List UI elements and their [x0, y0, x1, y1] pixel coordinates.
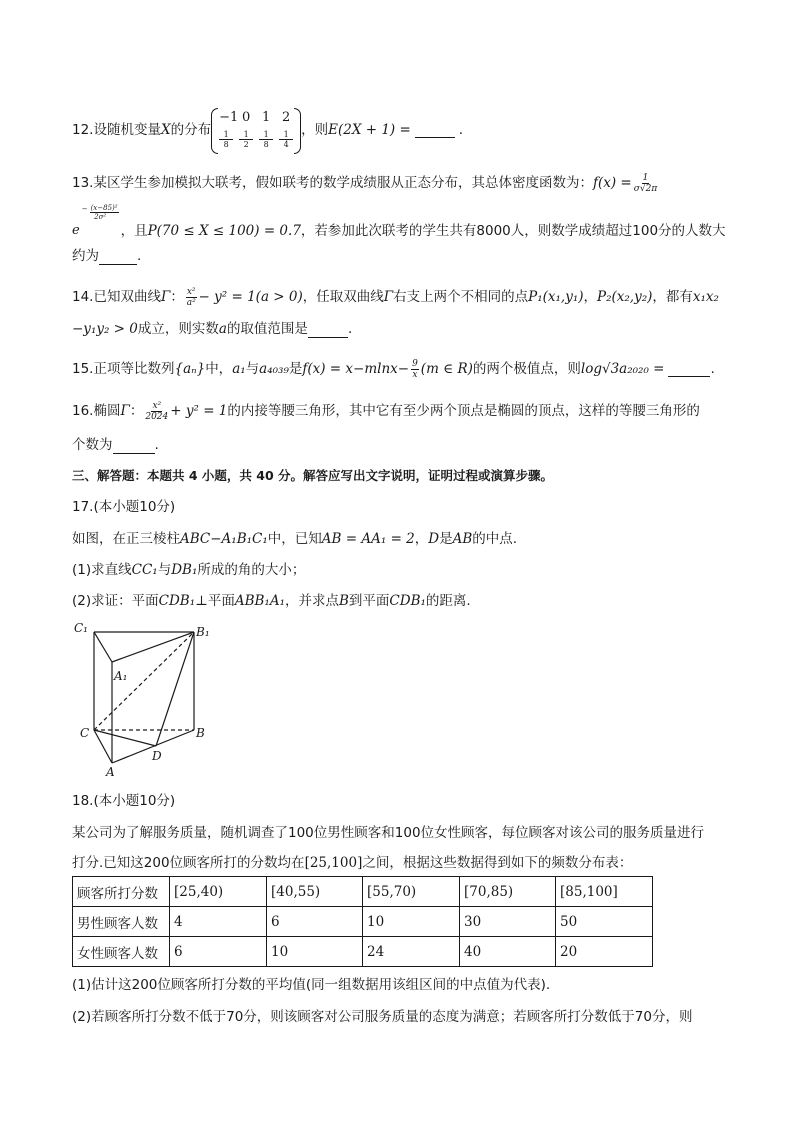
table-cell: 4: [170, 907, 267, 937]
q17-perp: ⊥: [195, 593, 208, 609]
q12-var: X: [160, 122, 171, 138]
q18-line-2: [72, 854, 632, 872]
q17-db1: DB₁: [171, 562, 198, 578]
q13-text: 13.某区学生参加模拟大联考，假如联考的数学成绩服从正态分布，其总体密度函数为：: [72, 175, 593, 191]
table-cell: 24: [363, 937, 460, 967]
q17-text: (2)求证：平面: [72, 593, 159, 609]
table-cell: 女性顾客人数: [73, 937, 170, 967]
label-C: C: [80, 726, 90, 740]
label-B1: B₁: [196, 625, 210, 639]
matrix-value: 0: [241, 110, 251, 125]
q14-text: ，都有: [652, 289, 693, 305]
table-cell: [70,85): [460, 877, 556, 907]
q15-seq: {aₙ}: [174, 361, 206, 377]
label-A: A: [106, 765, 115, 779]
q17-text: ，: [414, 531, 429, 547]
table-cell: 6: [170, 937, 267, 967]
q15-text: 与: [245, 361, 260, 377]
q18-line-1: 某公司为了解服务质量，随机调查了100位男性顾客和100位女性顾客，每位顾客对该公司的服务质量进行: [72, 825, 705, 841]
table-cell: [55,70): [363, 877, 460, 907]
q16-text: 的内接等腰三角形，其中它有至少两个顶点是椭圆的顶点，这样的等腰三角形的: [227, 403, 700, 419]
answer-blank: [113, 439, 155, 454]
frequency-table: [72, 876, 653, 967]
table-cell: [85,100]: [556, 877, 653, 907]
q13-exponent: − (x−85)² 2σ²: [81, 204, 118, 221]
q16-text: 个数为: [72, 437, 113, 453]
section-3-heading: 三、解答题：本题共 4 小题，共 40 分。解答应写出文字说明，证明过程或演算步骤。: [72, 468, 554, 483]
q12-after: ，则: [301, 122, 329, 138]
q13-coefficient: $\frac{1}{\sigma√2\pi}$: [633, 172, 658, 194]
table-cell: 20: [556, 937, 653, 967]
q17-text: 中，已知: [267, 531, 322, 547]
period: .: [710, 361, 715, 377]
q17-text: 的中点.: [472, 531, 518, 547]
matrix-value: −1: [219, 110, 239, 125]
table-cell: 10: [363, 907, 460, 937]
answer-blank: [99, 250, 137, 265]
matrix-prob: 1 4: [279, 130, 293, 149]
q17-stem: [72, 530, 517, 548]
question-13-line-2: [72, 206, 726, 240]
q13-e: e: [72, 223, 80, 238]
q17-text: 是: [439, 531, 453, 547]
q17-text: 如图，在正三棱柱: [72, 531, 180, 547]
q18-text: 之间，根据这些数据得到如下的频数分布表：: [362, 855, 633, 871]
q18-part-2: (2)若顾客所打分数不低于70分，则该顾客对公司服务质量的态度为满意；若顾客所打分数低于70分，则: [72, 1009, 693, 1025]
table-cell: 10: [267, 937, 363, 967]
answer-blank: [308, 323, 348, 338]
table-cell: 顾客所打分数: [73, 877, 170, 907]
question-14-line-2: [72, 320, 352, 338]
q14-text: ，任取双曲线: [302, 289, 384, 305]
distribution-matrix: [211, 110, 301, 150]
matrix-prob: 1 8: [259, 130, 273, 149]
q12-prefix: 12.设随机变量: [72, 122, 161, 138]
q15-a4039: a₄₀₃₉: [259, 361, 289, 377]
q17-cdb1: CDB₁: [389, 593, 426, 609]
q16-colon: ：: [129, 403, 144, 419]
q14-point-2: P₂(x₂,y₂): [597, 289, 653, 305]
q15-function: f(x) = x−mlnx−: [302, 361, 410, 377]
q15-cond: (m ∈ R): [420, 361, 473, 377]
question-14-line-1: 14.已知双曲线 Γ ： $\frac{\text{x²}}{\text{a²}}$ − y² = 1(a > 0) ，任取双曲线 Γ 右支上两个不相同的点 P₁(x₁,y₁) ， P₂(x₂,y₂) ，都有 x₁x₂: [72, 286, 719, 308]
prism-figure: [70, 618, 220, 782]
table-cell: [40,55): [267, 877, 363, 907]
q12-expr: E(2X + 1) =: [328, 122, 411, 138]
q16-gamma: Γ: [120, 403, 130, 419]
q14-colon: ：: [170, 289, 184, 305]
q15-fraction: $\frac{9}{x}$: [412, 358, 418, 380]
table-cell: 50: [556, 907, 653, 937]
table-row: [73, 937, 653, 967]
q13-text: 约为: [72, 248, 99, 264]
q17-eq: AB = AA₁ = 2: [321, 531, 415, 547]
q14-var: a: [218, 321, 227, 337]
q16-fraction: $\frac{\text{x²}}{2024}$: [145, 400, 169, 422]
answer-blank: [415, 123, 455, 138]
q18-title: 18.(本小题10分): [72, 793, 176, 809]
q14-text: 14.已知双曲线: [72, 289, 161, 305]
q14-expr: x₁x₂: [692, 289, 719, 305]
q18-text: 打分.已知这200位顾客所打的分数均在: [72, 855, 305, 871]
q17-part-1: [72, 561, 305, 579]
q14-text: 成立，则实数: [137, 321, 219, 337]
q17-text: 平面: [207, 593, 235, 609]
q15-text: 中，: [205, 361, 233, 377]
q13-text: ，若参加此次联考的学生共有8000人，则数学成绩超过100分的人数大: [300, 223, 726, 239]
q14-gamma: Γ: [160, 289, 171, 305]
q16-text: 16.椭圆: [72, 403, 121, 419]
table-cell: 30: [460, 907, 556, 937]
table-cell: 男性顾客人数: [73, 907, 170, 937]
matrix-value: 1: [261, 110, 271, 125]
q17-title: 17.(本小题10分): [72, 499, 176, 515]
q17-text: 到平面: [348, 593, 390, 609]
q17-cdb1: CDB₁: [158, 593, 196, 609]
answer-blank: [668, 362, 710, 377]
q14-text: 右支上两个不相同的点: [393, 289, 529, 305]
label-B: B: [196, 726, 205, 740]
q18-part-1: (1)估计这200位顾客所打分数的平均值(同一组数据用该组区间的中点值为代表).: [72, 977, 551, 993]
q18-range: [25,100]: [304, 855, 363, 871]
q14-equation: − y² = 1(a > 0): [198, 289, 303, 305]
q14-text: 的取值范围是: [226, 321, 308, 337]
question-16-line-1: [72, 396, 700, 426]
q15-text: 15.正项等比数列: [72, 361, 175, 377]
q17-text: 的距离.: [425, 593, 471, 609]
q13-text: ，且: [120, 223, 148, 239]
q14-point-1: P₁(x₁,y₁): [528, 289, 584, 305]
question-13-line-1: [72, 170, 659, 196]
matrix-prob: 1 8: [219, 130, 233, 149]
q17-ab: AB: [452, 531, 473, 547]
q15-a1: a₁: [232, 361, 246, 377]
table-cell: 6: [267, 907, 363, 937]
matrix-value: 2: [281, 110, 291, 125]
q17-abb1a1: ABB₁A₁: [234, 593, 285, 609]
q17-prism: ABC−A₁B₁C₁: [180, 531, 268, 547]
question-16-line-2: [72, 436, 159, 454]
q15-text: 是: [288, 361, 303, 377]
q17-cc1: CC₁: [131, 562, 158, 578]
period: .: [458, 122, 464, 138]
q14-expr: −y₁y₂ > 0: [72, 321, 138, 337]
q17-text: (1)求直线: [72, 562, 132, 578]
period: .: [347, 321, 353, 337]
q16-equation: + y² = 1: [170, 403, 228, 419]
q13-prob: P(70 ≤ X ≤ 100) = 0.7: [147, 223, 301, 239]
q17-b: B: [339, 593, 349, 609]
q17-text: ，并求点: [285, 593, 339, 609]
q14-fraction: $\frac{\text{x²}}{\text{a²}}$: [186, 286, 196, 308]
q17-text: 与: [157, 562, 172, 578]
table-row: [73, 907, 653, 937]
q13-fx: f(x) =: [592, 175, 632, 191]
table-cell: [25,40): [170, 877, 267, 907]
matrix-prob: 1 2: [239, 130, 253, 149]
label-D: D: [152, 749, 162, 763]
question-12: [72, 110, 463, 150]
q12-mid: 的分布: [170, 122, 212, 138]
period: .: [154, 437, 159, 453]
q17-part-2: [72, 592, 471, 610]
question-13-line-3: [72, 247, 141, 265]
q17-d: D: [428, 531, 440, 547]
table-row: [73, 877, 653, 907]
q15-text: 的两个极值点，则: [472, 361, 581, 377]
q15-log: log√3a₂₀₂₀ =: [580, 361, 665, 377]
label-C1: C₁: [74, 621, 88, 635]
q14-gamma: Γ: [383, 289, 394, 305]
label-A1: A₁: [114, 669, 128, 683]
question-15: [72, 354, 715, 384]
period: .: [137, 248, 142, 264]
q17-text: 所成的角的大小；: [197, 562, 306, 578]
table-cell: 40: [460, 937, 556, 967]
